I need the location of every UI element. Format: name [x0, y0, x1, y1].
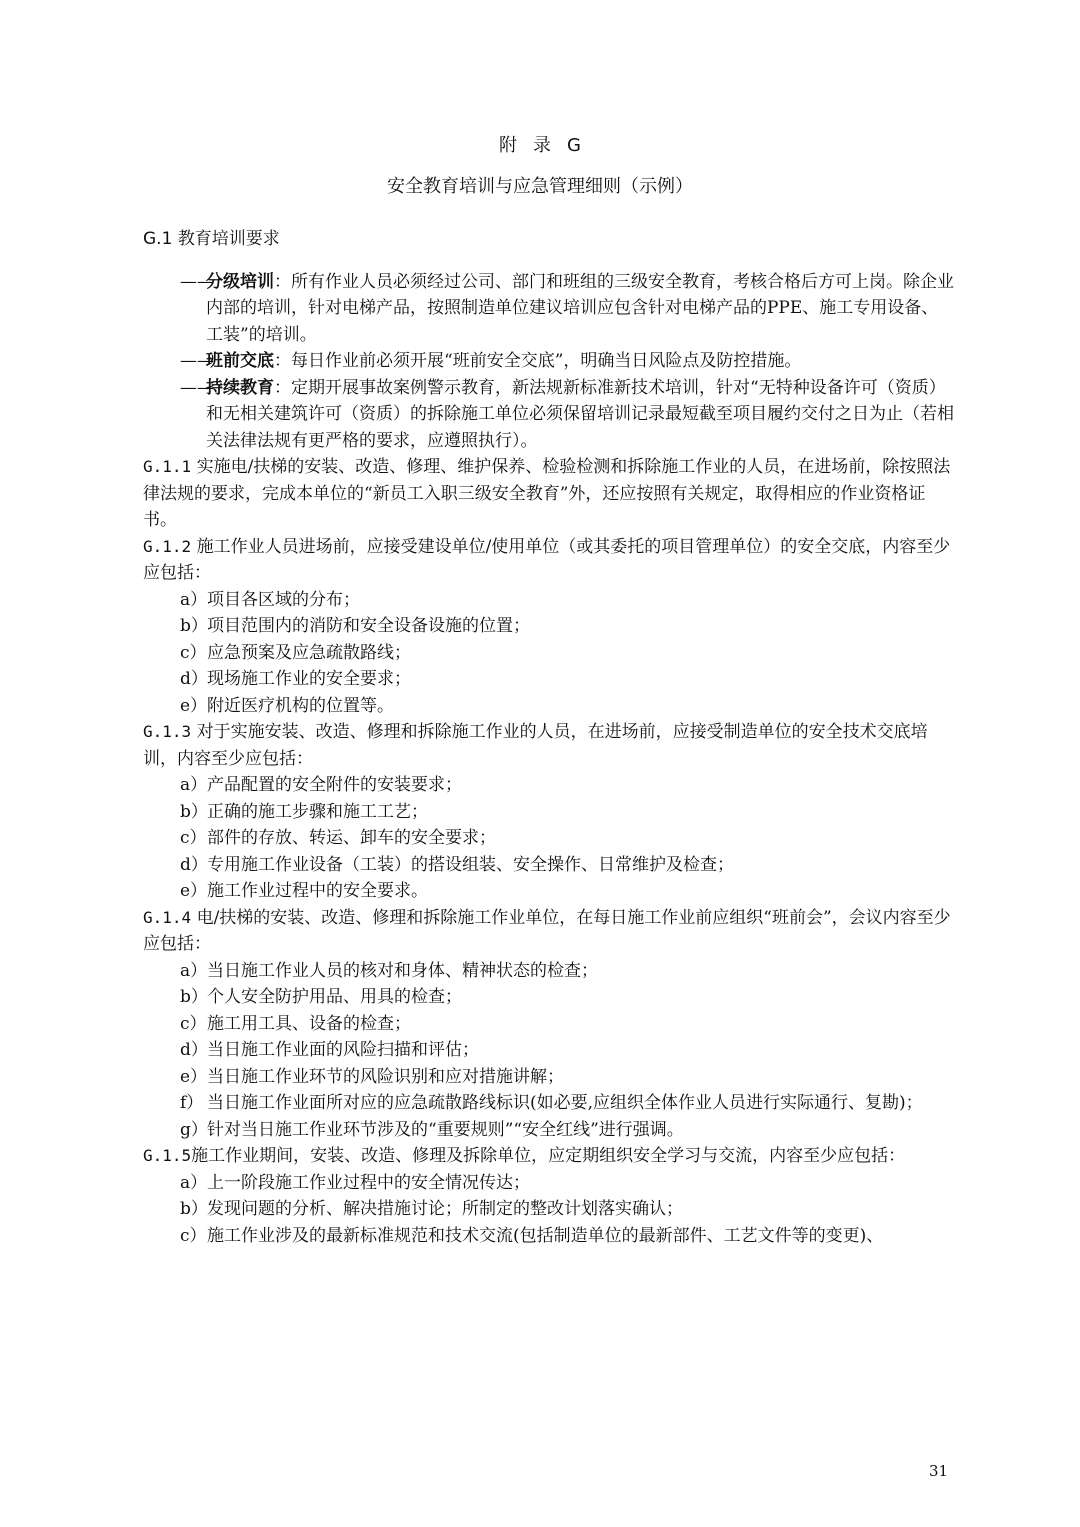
clause-g-1-3: G.1.3 对于实施安装、改造、修理和拆除施工作业的人员，在进场前，应接受制造单位的安全技术交底培训，内容至少应包括：	[143, 722, 928, 769]
appendix-heading	[0, 131, 1080, 157]
list-item: e） 附近医疗机构的位置等。	[180, 695, 394, 716]
list-item: a） 产品配置的安全附件的安装要求；	[180, 775, 462, 795]
document-title: 安全教育培训与应急管理细则（示例）	[387, 176, 693, 197]
list-item: g） 针对当日施工作业环节涉及的“重要规则”“安全红线”进行强调。	[180, 1119, 684, 1140]
appendix-label: 附	[499, 135, 518, 156]
list-item: c） 应急预案及应急疏散路线；	[180, 642, 411, 663]
list-item: c） 施工用工具、设备的检查；	[180, 1013, 411, 1034]
page-number: 31	[929, 1462, 949, 1480]
list-item: b） 正确的施工步骤和施工工艺；	[180, 801, 428, 822]
appendix-label-2: 录	[533, 135, 552, 156]
list-item: d） 当日施工作业面的风险扫描和评估；	[180, 1040, 479, 1060]
list-item: b） 发现问题的分析、解决措施讨论；所制定的整改计划落实确认；	[180, 1199, 683, 1219]
dash-list	[143, 269, 955, 455]
list-item: a） 当日施工作业人员的核对和身体、精神状态的检查；	[180, 960, 598, 981]
dash-item-continuing-education: —— 持续教育：定期开展事故案例警示教育，新法规新标准新技术培训，针对“无特种设备许可（资质）和无相关建筑许可（资质）的拆除施工单位必须保留培训记录最短截至项目履约交付之日为止（若相关法律法规有更严格的要求，应遵照执行）。	[180, 377, 954, 451]
term: 分级培训	[206, 271, 274, 292]
clause-g-1-1: G.1.1 实施电/扶梯的安装、改造、修理、维护保养、检验检测和拆除施工作业的人员，在进场前，除按照法律法规的要求，完成本单位的“新员工入职三级安全教育”外，还应按照有关规定，取得相应的作业资格证书。	[143, 457, 951, 530]
document-body	[143, 226, 955, 1249]
list-item: e） 施工作业过程中的安全要求。	[180, 881, 428, 901]
dash-item-graded-training: —— 分级培训：所有作业人员必须经过公司、部门和班组的三级安全教育，考核合格后方可上岗。除企业内部的培训，针对电梯产品，按照制造单位建议培训应包含针对电梯产品的PPE、施工专用设备、工装”的培训。	[180, 271, 954, 345]
list-item: b） 个人安全防护用品、用具的检查；	[180, 987, 462, 1007]
list-item: a） 上一阶段施工作业过程中的安全情况传达；	[180, 1172, 530, 1193]
appendix-letter: G	[567, 135, 581, 156]
list-item: d） 现场施工作业的安全要求；	[180, 669, 411, 689]
clause-g-1-5: G.1.5施工作业期间，安装、改造、修理及拆除单位，应定期组织安全学习与交流，内容至少应包括：	[143, 1146, 906, 1166]
list-item: a） 项目各区域的分布；	[180, 589, 360, 610]
list-item: c） 部件的存放、转运、卸车的安全要求；	[180, 828, 496, 848]
term: 班前交底	[206, 351, 274, 371]
clause-g-1-2: G.1.2 施工作业人员进场前，应接受建设单位/使用单位（或其委托的项目管理单位）的安全交底，内容至少应包括：	[143, 536, 951, 583]
list-item: f） 当日施工作业面所对应的应急疏散路线标识(如必要,应组织全体作业人员进行实际通行、复勘)；	[180, 1093, 923, 1113]
list-item: d） 专用施工作业设备（工装）的搭设组装、安全操作、日常维护及检查；	[180, 854, 734, 875]
list-item: c） 施工作业涉及的最新标准规范和技术交流(包括制造单位的最新部件、工艺文件等的变更)、	[180, 1225, 884, 1246]
clause-g-1-4: G.1.4 电/扶梯的安装、改造、修理和拆除施工作业单位，在每日施工作业前应组织“班前会”，会议内容至少应包括：	[143, 907, 951, 954]
section-heading: G.1 教育培训要求	[143, 229, 280, 249]
list-item: e） 当日施工作业环节的风险识别和应对措施讲解；	[180, 1066, 564, 1087]
term: 持续教育	[206, 377, 274, 398]
dash-item-pre-shift-briefing: —— 班前交底：每日作业前必须开展“班前安全交底”，明确当日风险点及防控措施。	[180, 351, 802, 371]
list-item: b） 项目范围内的消防和安全设备设施的位置；	[180, 616, 530, 636]
